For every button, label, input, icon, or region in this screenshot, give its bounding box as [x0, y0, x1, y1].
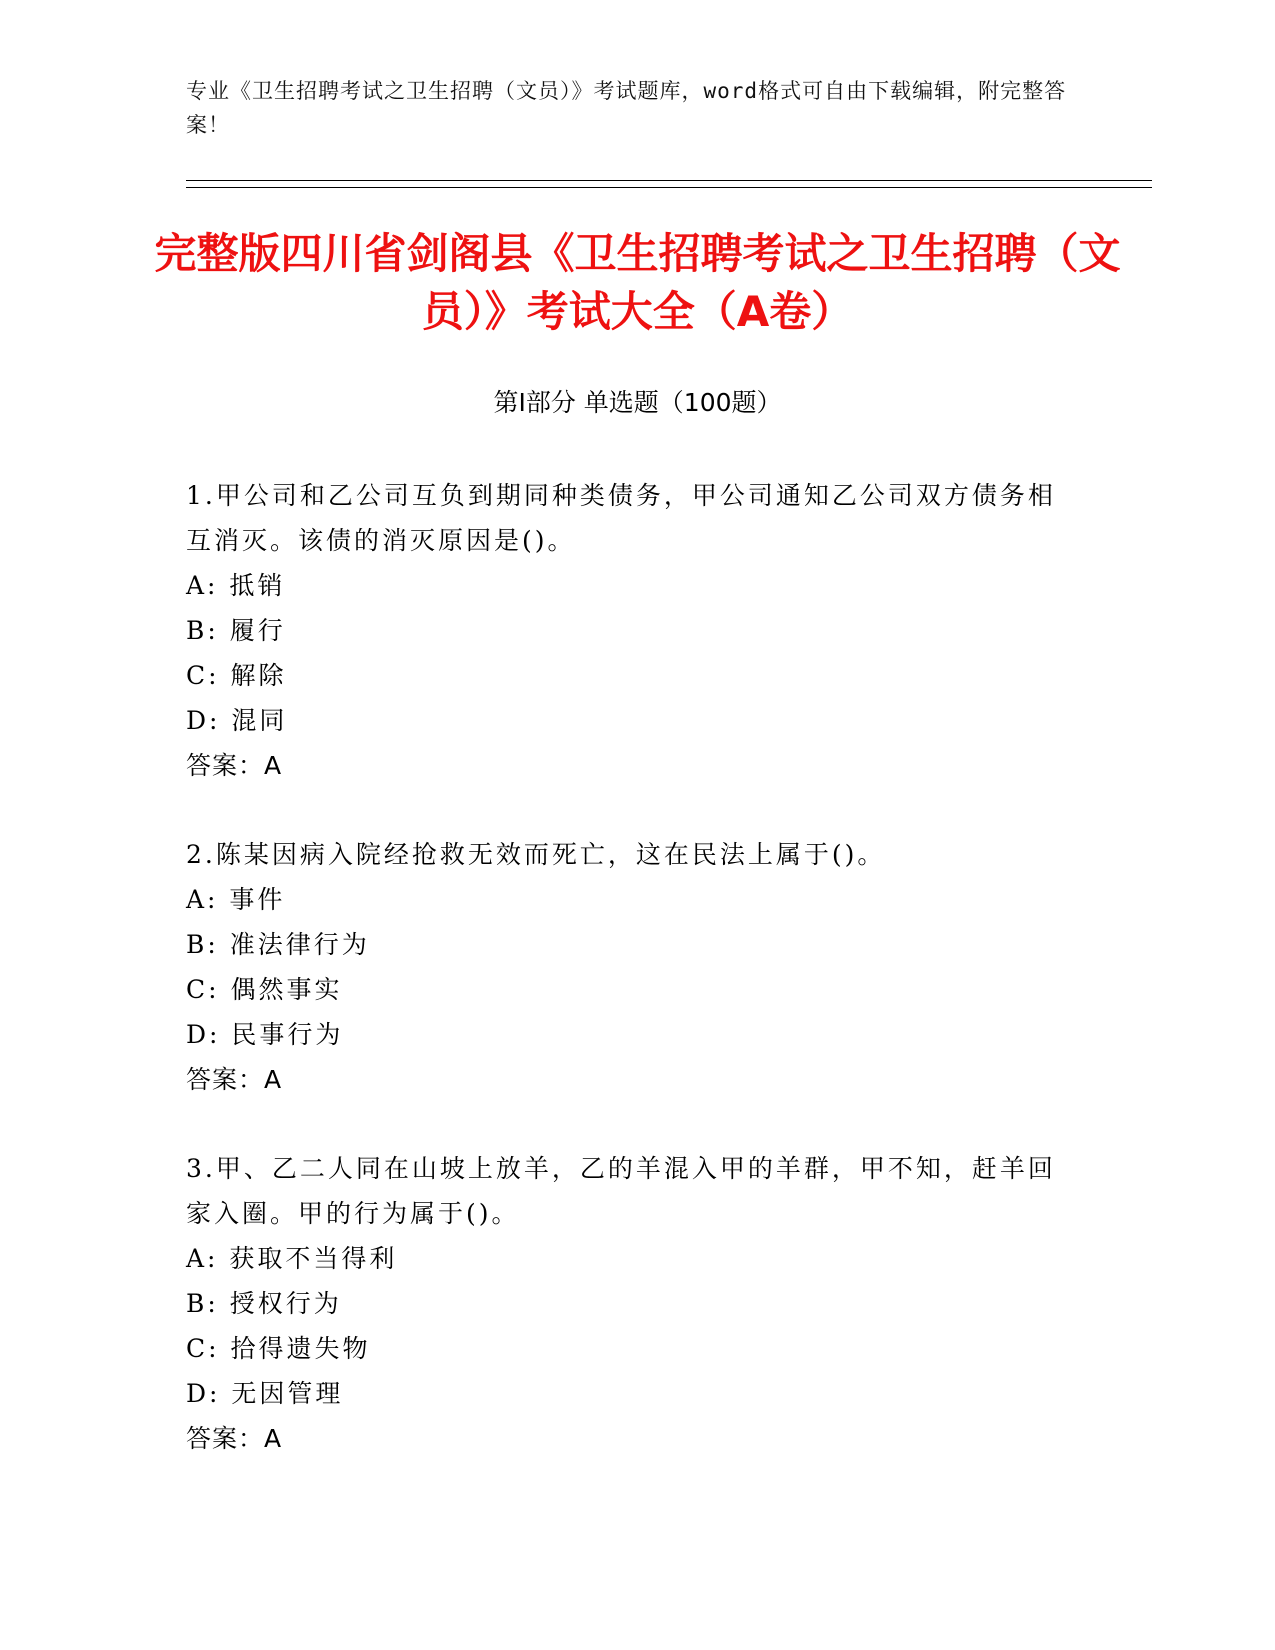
- option-c: C: 解除: [186, 661, 287, 690]
- answer-line: 答案：A: [186, 1065, 283, 1094]
- answer-line: 答案：A: [186, 751, 283, 780]
- option-a: A: 事件: [186, 885, 286, 914]
- header-divider-top: [186, 180, 1152, 181]
- question-2: [186, 832, 1066, 1102]
- question-stem: 2.陈某因病入院经抢救无效而死亡，这在民法上属于()。: [186, 840, 886, 869]
- question-stem: 3.甲、乙二人同在山坡上放羊，乙的羊混入甲的羊群，甲不知，赶羊回家入圈。甲的行为属于()。: [186, 1154, 1056, 1228]
- question-1: [186, 473, 1066, 788]
- section-heading: 第I部分 单选题（100题）: [493, 388, 782, 417]
- option-c: C: 拾得遗失物: [186, 1334, 371, 1363]
- option-b: B: 履行: [186, 616, 286, 645]
- question-3: [186, 1146, 1066, 1461]
- document-title: 完整版四川省剑阁县《卫生招聘考试之卫生招聘（文员）》考试大全（A卷）: [154, 229, 1121, 336]
- option-a: A: 抵销: [186, 571, 286, 600]
- answer-line: 答案：A: [186, 1424, 283, 1453]
- option-b: B: 准法律行为: [186, 930, 370, 959]
- option-c: C: 偶然事实: [186, 975, 343, 1004]
- option-b: B: 授权行为: [186, 1289, 342, 1318]
- option-d: D: 混同: [186, 706, 288, 735]
- option-d: D: 民事行为: [186, 1020, 344, 1049]
- question-stem: 1.甲公司和乙公司互负到期同种类债务，甲公司通知乙公司双方债务相互消灭。该债的消灭原因是()。: [186, 481, 1056, 555]
- question-list: [186, 473, 1066, 1505]
- option-d: D: 无因管理: [186, 1379, 344, 1408]
- header-divider-bottom: [186, 187, 1152, 188]
- option-a: A: 获取不当得利: [186, 1244, 398, 1273]
- header-note: 专业《卫生招聘考试之卫生招聘（文员）》考试题库，word格式可自由下载编辑，附完整答案！: [186, 79, 1067, 137]
